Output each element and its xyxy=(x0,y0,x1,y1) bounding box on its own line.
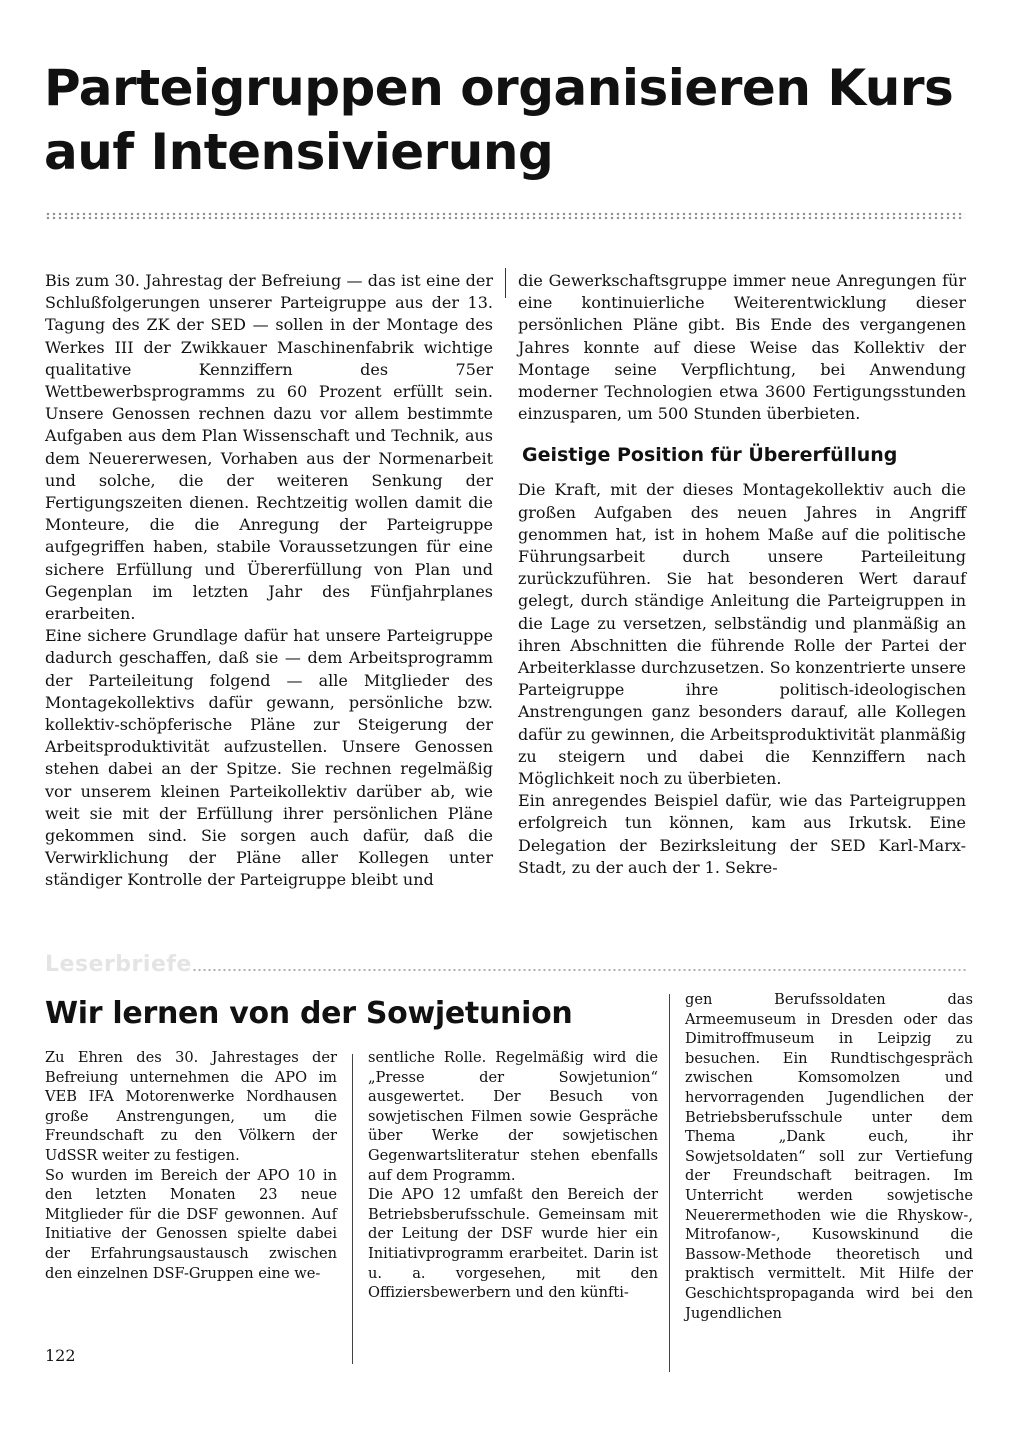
paragraph: Zu Ehren des 30. Jahrestages der Befreiung unternehmen die APO im VEB IFA Motorenwerke Nordhausen große Anstrengungen, um die Freundschaft zu den Völkern der UdSSR weiter zu festigen. xyxy=(45,1049,337,1164)
column-divider xyxy=(505,268,506,298)
headline-rule xyxy=(45,212,965,220)
paragraph: Bis zum 30. Jahrestag der Befreiung — das ist eine der Schlußfolgerungen unserer Parteigruppe aus der 13. Tagung des ZK der SED — sollen in der Montage des Werkes III der Zwikkauer Maschinenfabrik wichtige qualitative Kennziffern des 75er Wettbewerbsprogramms zu 60 Prozent erfüllt sein. Unsere Genossen rechnen dazu vor allem bestimmte Aufgaben aus dem Plan Wissenschaft und Technik, aus dem Neuererwesen, Vorhaben aus der Normenarbeit und solche, die der weiteren Senkung der Fertigungszeiten dienen. Rechtzeitig wollen damit die Monteure, die die Anregung der Parteigruppe aufgegriffen haben, stabile Voraussetzungen für eine sichere Erfüllung und Übererfüllung von Plan und Gegenplan im letzten Jahr des Fünfjahrplanes erarbeiten. xyxy=(45,271,493,624)
paragraph: gen Berufssoldaten das Armeemuseum in Dresden oder das Dimitroffmuseum in Leipzig zu besuchen. Ein Rundtischgespräch zwischen Komsomolzen und hervorragenden Jugendlichen der Betriebsberufsschule unter dem Thema „Dank euch, ihr Sowjetsoldaten“ soll zur Vertiefung der Freundschaft beitragen. Im Unterricht werden sowjetische Neuerermethoden wie die Rhyskow-, Mitrofanow-, Kusowskinund die Bassow-Methode theoretisch und praktisch vermittelt. Mit Hilfe der Geschichtspropaganda wird bei den Jugendlichen xyxy=(685,991,973,1322)
paragraph: Ein anregendes Beispiel dafür, wie das Parteigruppen erfolgreich tun können, kam aus Irkutsk. Eine Delegation der Bezirksleitung der SED Karl-Marx-Stadt, zu der auch der 1. Sekre- xyxy=(518,791,966,877)
subheading: Geistige Position für Übererfüllung xyxy=(522,444,898,467)
paragraph: sentliche Rolle. Regelmäßig wird die „Presse der Sowjetunion“ ausgewertet. Der Besuch von sowjetischen Filmen sowie Gespräche über Werke der sowjetischen Gegenwartsliteratur stehen ebenfalls auf dem Programm. xyxy=(368,1049,658,1184)
letters-headline: Wir lernen von der Sowjetunion xyxy=(45,996,573,1031)
paragraph: die Gewerkschaftsgruppe immer neue Anregungen für eine kontinuierliche Weiterentwicklung dieser persönlichen Pläne gibt. Bis Ende des vergangenen Jahres konnte auf diese Weise das Kollektiv der Montage seine Verpflichtung, bei Anwendung moderner Technologien etwa 3600 Fertigungsstunden einzusparen, um 500 Stunden überbieten. xyxy=(518,271,966,424)
column-divider xyxy=(352,1054,353,1364)
column-divider xyxy=(669,994,670,1372)
paragraph: So wurden im Bereich der APO 10 in den letzten Monaten 23 neue Mitglieder für die DSF gewonnen. Auf Initiative der Genossen spielte dabei der Erfahrungsaustausch zwischen den einzelnen DSF-Gruppen eine we- xyxy=(45,1166,337,1282)
page-number: 122 xyxy=(45,1346,76,1365)
paragraph: Eine sichere Grundlage dafür hat unsere Parteigruppe dadurch geschaffen, daß sie — dem Arbeitsprogramm der Parteileitung folgend — alle Mitglieder des Montagekollektivs dafür gewann, persönliche bzw. kollektiv-schöpferische Pläne zur Steigerung der Arbeitsproduktivität aufzustellen. Unsere Genossen stehen dabei an der Spitze. Sie rechnen regelmäßig vor unserem kleinen Parteikollektiv darüber ab, wie weit sie mit der Erfüllung ihrer persönlichen Pläne gekommen sind. Sie sorgen auch dafür, daß die Verwirklichung der Pläne aller Kollegen unter ständiger Kontrolle der Parteigruppe bleibt und xyxy=(45,626,493,890)
letters-column-3 xyxy=(685,990,973,1323)
letters-column-1 xyxy=(45,1048,337,1283)
section-rule xyxy=(192,968,967,972)
paragraph: Die Kraft, mit der dieses Montagekollektiv auch die großen Aufgaben des neuen Jahres in Angriff genommen hat, ist in hohem Maße auf die politische Führungsarbeit durch unsere Parteileitung zurückzuführen. Sie hat besonderen Wert darauf gelegt, durch ständige Anleitung die Parteigruppen in die Lage zu versetzen, selbständig und planmäßig an ihren Abschnitten die führende Rolle der Partei der Arbeiterklasse durchzusetzen. So konzentrierte unsere Parteigruppe ihre politisch-ideologischen Anstrengungen ganz besonders darauf, alle Kollegen dafür zu gewinnen, die Arbeitsproduktivität planmäßig zu steigern und dabei die Kennziffern nach Möglichkeit noch zu überbieten. xyxy=(518,480,966,789)
headline: Parteigruppen organisieren Kurs auf Intensivierung xyxy=(44,59,954,181)
article-column-2 xyxy=(518,270,966,879)
letters-column-2 xyxy=(368,1048,658,1303)
article-column-1 xyxy=(45,270,493,892)
paragraph: Die APO 12 umfaßt den Bereich der Betriebsberufsschule. Gemeinsam mit der Leitung der DSF wurde hier ein Initiativprogramm erarbeitet. Darin ist u. a. vorgesehen, mit den Offiziersbewerbern und den künfti- xyxy=(368,1186,658,1302)
section-label: Leserbriefe xyxy=(45,952,192,977)
